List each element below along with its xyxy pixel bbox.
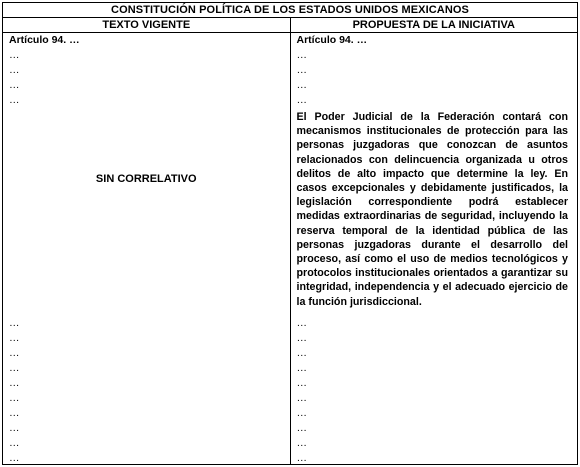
right-ellipsis-line: … [296, 377, 307, 389]
proposed-paragraph: El Poder Judicial de la Federación contará con mecanismos institucionales de protección para las personas juzgadoras que conozcan de asuntos relacionados con delincuencia organizada u otros delitos de alto impacto que determine la ley. En casos excepcionales y debidamente justificados, la legislación correspondiente podrá establecer medidas extraordinarias de seguridad, incluyendo la reserva temporal de la identidad pública de las personas juzgadoras durante el desarrollo del proceso, así como el uso de medios tecnológicos y protocolos institucionales orientados a garantizar su integridad, independencia y el adecuado ejercicio de la función jurisdiccional. [296, 111, 568, 308]
right-ellipsis-line: … [296, 49, 307, 61]
left-ellipsis-line: … [9, 317, 20, 329]
right-ellipsis-line: … [296, 347, 307, 359]
left-ellipsis-line: … [9, 94, 20, 106]
left-ellipsis-line: … [9, 422, 20, 434]
right-ellipsis-line: … [296, 94, 307, 106]
left-ellipsis-line: … [9, 407, 20, 419]
right-ellipsis-line: … [296, 407, 307, 419]
left-ellipsis-line: … [9, 452, 20, 464]
left-ellipsis-line: … [9, 49, 20, 61]
table-body-row [3, 33, 577, 464]
right-ellipsis-line: … [296, 64, 307, 76]
left-bottom-lines [9, 316, 282, 466]
right-ellipsis-line: … [296, 422, 307, 434]
column-propuesta [291, 33, 578, 464]
right-ellipsis-line: … [296, 452, 307, 464]
left-top-lines [9, 33, 282, 108]
left-ellipsis-line: … [9, 79, 20, 91]
left-ellipsis-line: … [9, 64, 20, 76]
header-texto-vigente: TEXTO VIGENTE [3, 18, 291, 32]
right-ellipsis-line: … [296, 392, 307, 404]
left-ellipsis-line: … [9, 392, 20, 404]
right-article-heading: Artículo 94. … [296, 34, 368, 46]
header-propuesta: PROPUESTA DE LA INICIATIVA [352, 19, 515, 31]
right-ellipsis-line: … [296, 437, 307, 449]
sin-correlativo-label: SIN CORRELATIVO [95, 173, 197, 185]
left-ellipsis-line: … [9, 347, 20, 359]
right-ellipsis-line: … [296, 332, 307, 344]
right-ellipsis-line: … [296, 362, 307, 374]
left-ellipsis-line: … [9, 362, 20, 374]
left-ellipsis-line: … [9, 377, 20, 389]
right-top-lines [297, 33, 570, 108]
left-ellipsis-line: … [9, 437, 20, 449]
right-bottom-lines [297, 316, 570, 466]
right-ellipsis-line: … [296, 79, 307, 91]
table-header-row [3, 18, 577, 33]
right-ellipsis-line: … [296, 317, 307, 329]
left-ellipsis-line: … [9, 332, 20, 344]
column-texto-vigente [3, 33, 291, 464]
table-title: CONSTITUCIÓN POLÍTICA DE LOS ESTADOS UNIDOS MEXICANOS [3, 3, 577, 18]
left-article-heading: Artículo 94. … [9, 34, 80, 46]
comparison-table [2, 2, 578, 465]
